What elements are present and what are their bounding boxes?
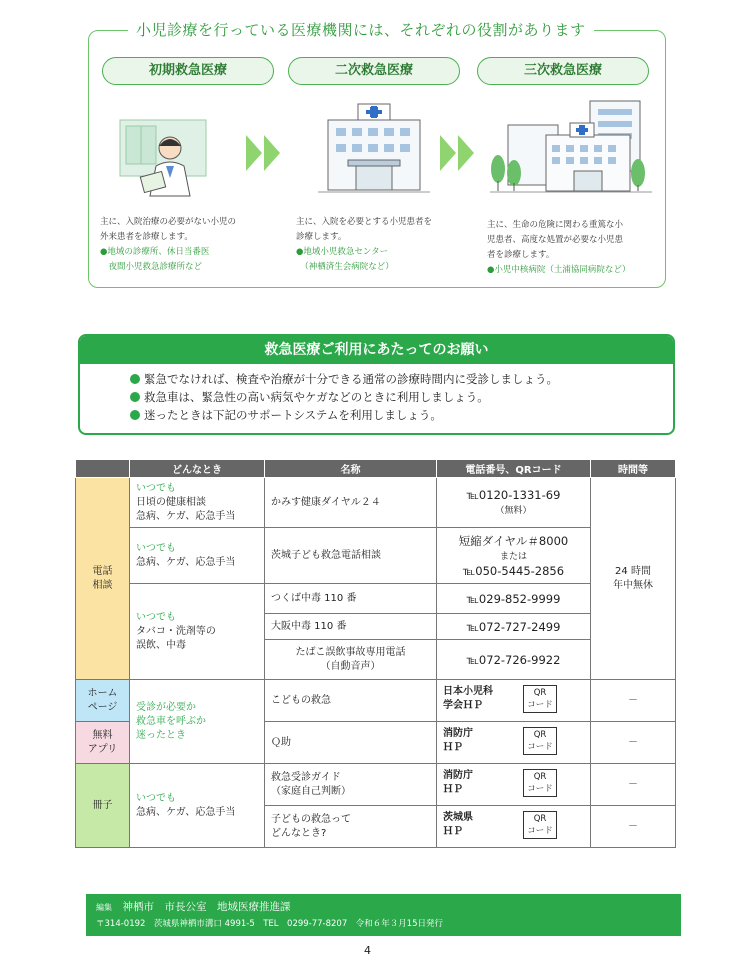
facility-line: ●地域小児救急センター: [296, 247, 389, 257]
service-name: 救急受診ガイド （家庭自己判断）: [265, 764, 437, 806]
qr-cell: [437, 806, 591, 848]
large-hospital-illustration: [490, 95, 652, 199]
facility-line: ●地域の診療所、休日当番医: [100, 247, 210, 257]
bullet-icon: [130, 374, 140, 384]
facility-line: （神栖済生会病院など）: [296, 262, 394, 272]
header-hours: 時間等: [591, 460, 676, 478]
table-row: [76, 764, 676, 806]
phone-number: ℡050-5445-2856: [462, 563, 565, 578]
hours-cell: －: [591, 806, 676, 848]
when-cell: 受診が必要か 救急車を呼ぶか 迷ったとき: [130, 680, 265, 764]
desc-line: 児患者、高度な処置が必要な小児患: [487, 235, 624, 245]
list-item: [130, 370, 673, 388]
tier-primary-label: 初期救急医療: [102, 57, 274, 85]
list-item: [130, 406, 673, 424]
footer-label: 編集: [96, 903, 112, 912]
facility-line: 夜間小児救急診療所など: [100, 262, 203, 272]
hospital-illustration: [318, 100, 430, 198]
bullet-icon: [130, 392, 140, 402]
footer: [86, 894, 681, 936]
request-item-text: 救急車は、緊急性の高い病気やケガなどのときに利用しましょう。: [144, 390, 489, 404]
header-when: どんなとき: [130, 460, 265, 478]
roles-heading: 小児診療を行っている医療機関には、それぞれの役割があります: [128, 19, 594, 40]
table-row: [76, 584, 676, 614]
service-name: つくば中毒 110 番: [265, 584, 437, 614]
service-name: かみす健康ダイヤル２４: [265, 478, 437, 528]
phone-cell: [437, 478, 591, 528]
category-app: 無料 アプリ: [76, 722, 130, 764]
footer-editor: 神栖市 市長公室 地域医療推進課: [122, 901, 291, 913]
desc-line: 診療します。: [296, 232, 347, 242]
service-name: こどもの救急: [265, 680, 437, 722]
tier-primary-desc: [100, 215, 236, 275]
category-homepage: ホーム ページ: [76, 680, 130, 722]
when-cell: [130, 584, 265, 680]
bullet-icon: [130, 410, 140, 420]
phone-number: ℡072-726-9922: [437, 640, 591, 680]
qr-code[interactable]: QR コード: [523, 769, 557, 797]
qr-source: 日本小児科 学会ＨＰ: [443, 686, 493, 711]
service-name: Ｑ助: [265, 722, 437, 764]
arrow-icon: [246, 135, 262, 171]
qr-cell: [437, 764, 591, 806]
table-row: [76, 478, 676, 528]
desc-line: 主に、入院治療の必要がない小児の: [100, 217, 237, 227]
header-phone-qr: 電話番号、QRコード: [437, 460, 591, 478]
qr-code[interactable]: QR コード: [523, 727, 557, 755]
phone-number: ℡029-852-9999: [437, 584, 591, 614]
qr-cell: [437, 680, 591, 722]
when-cell: [130, 528, 265, 584]
phone-or: または: [499, 551, 527, 562]
list-item: [130, 388, 673, 406]
qr-code[interactable]: QR コード: [523, 811, 557, 839]
desc-line: 主に、入院を必要とする小児患者を: [296, 217, 433, 227]
phone-number: ℡072-727-2499: [437, 614, 591, 640]
page-number: 4: [364, 944, 371, 957]
when-detail: 急病、ケガ、応急手当: [136, 556, 236, 568]
service-name: 子どもの救急って どんなとき?: [265, 806, 437, 848]
when-detail: 日頃の健康相談 急病、ケガ、応急手当: [136, 496, 236, 522]
request-list: [80, 364, 673, 424]
when-highlight: いつでも: [136, 792, 176, 804]
phone-cell: [437, 528, 591, 584]
category-booklet: 冊子: [76, 764, 130, 848]
table-row: [76, 680, 676, 722]
request-box: [78, 334, 675, 435]
table-row: [76, 528, 676, 584]
desc-line: 外来患者を診療します。: [100, 232, 193, 242]
when-detail: 急病、ケガ、応急手当: [136, 806, 236, 818]
qr-code[interactable]: QR コード: [523, 685, 557, 713]
tier-secondary-label: 二次救急医療: [288, 57, 460, 85]
facility-line: ●小児中核病院（土浦協同病院など）: [487, 265, 631, 275]
qr-source: 消防庁 ＨＰ: [443, 728, 473, 753]
tier-tertiary-label: 三次救急医療: [477, 57, 649, 85]
support-table: [75, 459, 676, 848]
hours-cell: －: [591, 722, 676, 764]
tier-secondary-desc: [296, 215, 432, 275]
footer-line-1: [96, 899, 673, 916]
phone-note: （無料）: [495, 505, 532, 516]
when-cell: [130, 478, 265, 528]
hours-cell: 24 時間 年中無休: [591, 478, 676, 680]
phone-shortcode: 短縮ダイヤル＃8000: [458, 533, 569, 548]
when-cell: [130, 764, 265, 848]
when-highlight: いつでも: [136, 542, 176, 554]
arrow-icon: [458, 135, 474, 171]
service-name: 大阪中毒 110 番: [265, 614, 437, 640]
when-highlight: いつでも: [136, 611, 176, 623]
request-title: 救急医療ご利用にあたってのお願い: [80, 336, 673, 364]
desc-line: 主に、生命の危険に関わる重篤な小: [487, 220, 624, 230]
footer-line-2: 〒314-0192 茨城県神栖市溝口 4991-5 TEL 0299-77-8207 令和６年３月15日発行: [96, 919, 444, 929]
doctor-clinic-illustration: [118, 118, 208, 198]
request-item-text: 緊急でなければ、検査や治療が十分できる通常の診療時間内に受診しましょう。: [144, 372, 558, 386]
arrow-icon: [264, 135, 280, 171]
desc-line: 者を診療します。: [487, 250, 555, 260]
service-name: たばこ誤飲事故専用電話 （自動音声）: [265, 640, 437, 680]
hours-cell: －: [591, 764, 676, 806]
hours-cell: －: [591, 680, 676, 722]
phone-number: ℡0120-1331-69: [466, 487, 561, 502]
arrow-icon: [440, 135, 456, 171]
header-category: [76, 460, 130, 478]
qr-source: 茨城県 ＨＰ: [443, 812, 473, 837]
when-detail: タバコ・洗剤等の 誤飲、中毒: [136, 625, 216, 651]
table-header-row: [76, 460, 676, 478]
when-highlight: いつでも: [136, 482, 176, 494]
request-item-text: 迷ったときは下記のサポートシステムを利用しましょう。: [144, 408, 442, 422]
tier-tertiary-desc: [487, 218, 630, 278]
header-name: 名称: [265, 460, 437, 478]
qr-source: 消防庁 ＨＰ: [443, 770, 473, 795]
qr-cell: [437, 722, 591, 764]
service-name: 茨城子ども救急電話相談: [265, 528, 437, 584]
category-phone: 電話 相談: [76, 478, 130, 680]
